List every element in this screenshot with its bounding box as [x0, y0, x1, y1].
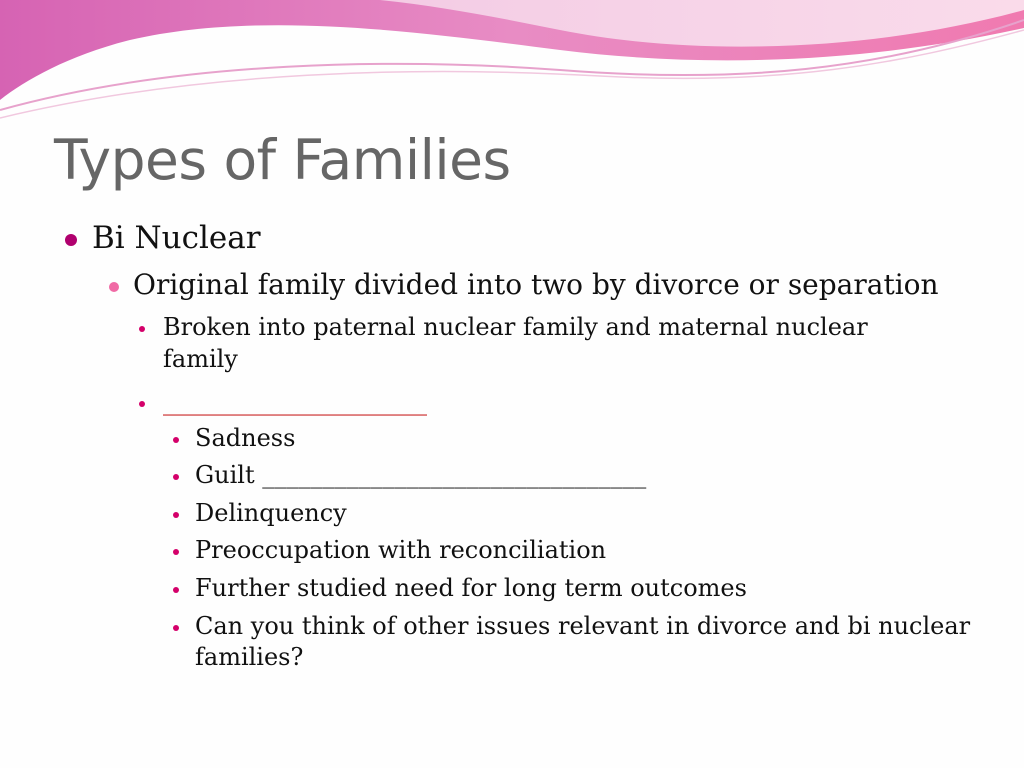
bullet-guilt: Guilt ________________________________ — [195, 461, 647, 489]
bullet-dot-icon — [173, 474, 179, 480]
bullet-dot-icon — [139, 326, 145, 332]
slide-title: Types of Families — [54, 128, 511, 192]
bullet-broken-into-line2: family — [163, 345, 238, 373]
bullet-dot-icon — [109, 282, 119, 292]
bullet-dot-icon — [173, 512, 179, 518]
bullet-dot-icon — [139, 401, 145, 407]
bullet-dot-icon — [173, 437, 179, 443]
bullet-dot-icon — [173, 587, 179, 593]
bullet-dot-icon — [173, 549, 179, 555]
bullet-preoccupation: Preoccupation with reconciliation — [195, 536, 607, 564]
bullet-dot-icon — [173, 625, 179, 631]
bullet-further-studied: Further studied need for long term outcomes — [195, 574, 747, 602]
bullet-other-issues-line1: Can you think of other issues relevant in divorce and bi nuclear — [195, 612, 971, 640]
bullet-bi-nuclear: Bi Nuclear — [92, 220, 261, 256]
bullet-delinquency: Delinquency — [195, 499, 347, 527]
bullet-other-issues-line2: families? — [195, 643, 304, 671]
bullet-dot-icon — [65, 234, 77, 246]
blank-fill-in-line: ______________________ — [163, 388, 427, 416]
bullet-sadness: Sadness — [195, 424, 296, 452]
bullet-broken-into-line1: Broken into paternal nuclear family and maternal nuclear — [163, 313, 868, 341]
bullet-original-family: Original family divided into two by divorce or separation — [133, 268, 939, 301]
header-wave-decoration — [0, 0, 1024, 130]
